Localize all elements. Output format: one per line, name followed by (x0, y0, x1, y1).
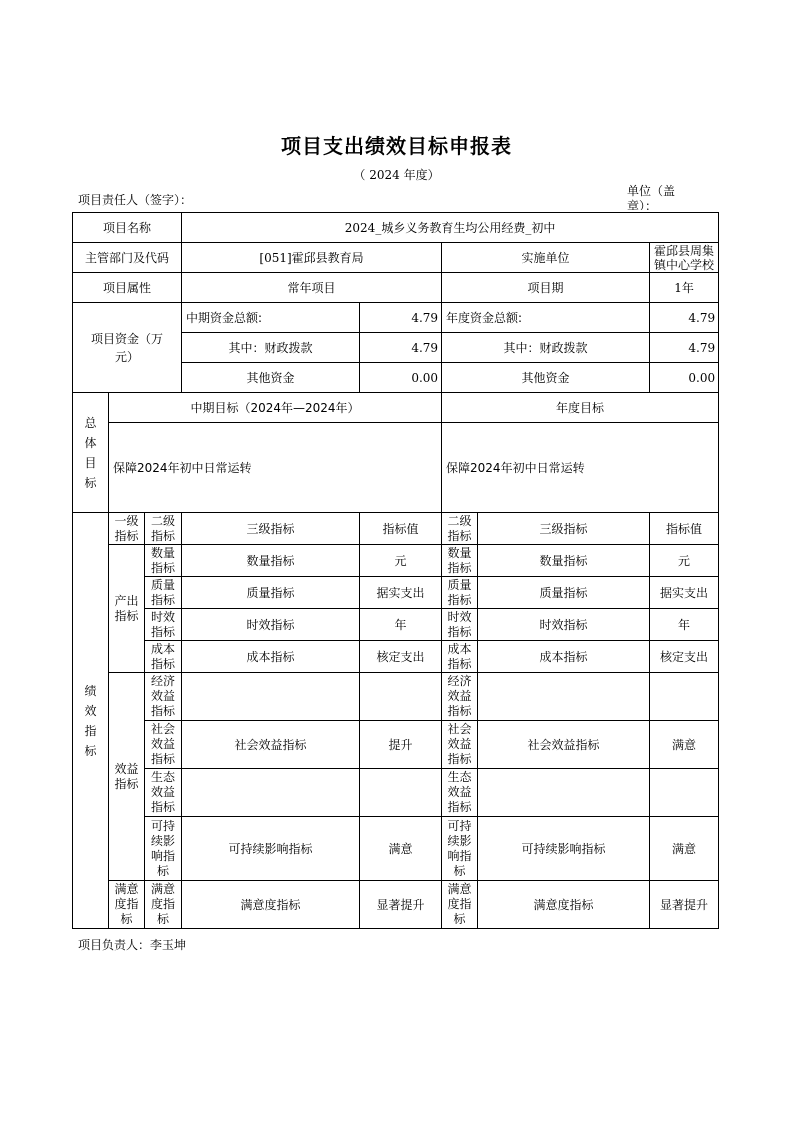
row-l3-b (478, 769, 650, 817)
row-l2: 时效指标 (145, 609, 182, 641)
row-l3: 时效指标 (182, 609, 360, 641)
row-val-b: 据实支出 (650, 577, 719, 609)
row-l3-b: 质量指标 (478, 577, 650, 609)
footer-responsible: 项目负责人：李玉坤 (78, 938, 187, 952)
row-val-b: 核定支出 (650, 641, 719, 673)
impl-label: 实施单位 (442, 243, 650, 273)
year-total-label: 年度资金总额: (442, 303, 650, 333)
row-l3: 数量指标 (182, 545, 360, 577)
row-l3-b: 时效指标 (478, 609, 650, 641)
row-l2-b: 经济效益指标 (442, 673, 478, 721)
row-l3 (182, 769, 360, 817)
year-line: （ 2024 年度） (353, 168, 440, 182)
project-name: 2024_城乡义务教育生均公用经费_初中 (182, 213, 719, 243)
table-row (73, 881, 719, 929)
funds-label: 项目资金（万元） (73, 303, 182, 393)
year-fiscal-label: 其中：财政拨款 (442, 333, 650, 363)
row-val-b: 显著提升 (650, 881, 719, 929)
year-other-label: 其他资金 (442, 363, 650, 393)
row-val-b (650, 769, 719, 817)
row-l3-b: 数量指标 (478, 545, 650, 577)
row-val (360, 673, 442, 721)
table-row (73, 577, 719, 609)
mid-other-label: 其他资金 (182, 363, 360, 393)
table-row (73, 609, 719, 641)
year-goal: 保障2024年初中日常运转 (442, 423, 719, 513)
year-fiscal: 4.79 (650, 333, 719, 363)
output-label: 产出指标 (109, 545, 145, 673)
row-l3-b: 可持续影响指标 (478, 817, 650, 881)
row-val: 年 (360, 609, 442, 641)
page-title: 项目支出绩效目标申报表 (281, 134, 512, 158)
row-l2: 满意度指标 (145, 881, 182, 929)
row-l2: 经济效益指标 (145, 673, 182, 721)
mid-other: 0.00 (360, 363, 442, 393)
row-l3 (182, 673, 360, 721)
row-l2-b: 可持续影响指标 (442, 817, 478, 881)
mid-total-label: 中期资金总额: (182, 303, 360, 333)
row-val-b: 满意 (650, 721, 719, 769)
row-val-b: 满意 (650, 817, 719, 881)
dept-label: 主管部门及代码 (73, 243, 182, 273)
mid-fiscal-label: 其中：财政拨款 (182, 333, 360, 363)
row-l2-b: 时效指标 (442, 609, 478, 641)
table-row (73, 769, 719, 817)
perf-label: 绩效指标 (73, 513, 109, 929)
year-goal-header: 年度目标 (442, 393, 719, 423)
row-l3: 社会效益指标 (182, 721, 360, 769)
col-l3: 三级指标 (182, 513, 360, 545)
col-val: 指标值 (360, 513, 442, 545)
year-other: 0.00 (650, 363, 719, 393)
col-l1: 一级指标 (109, 513, 145, 545)
row-l3-b: 满意度指标 (478, 881, 650, 929)
row-val: 核定支出 (360, 641, 442, 673)
year-total: 4.79 (650, 303, 719, 333)
overall-label: 总体目标 (73, 393, 109, 513)
mid-fiscal: 4.79 (360, 333, 442, 363)
row-l2-b: 成本指标 (442, 641, 478, 673)
mid-total: 4.79 (360, 303, 442, 333)
attr-label: 项目属性 (73, 273, 182, 303)
table-row (73, 641, 719, 673)
row-l3-b: 成本指标 (478, 641, 650, 673)
row-l2: 生态效益指标 (145, 769, 182, 817)
col-l2-b: 二级指标 (442, 513, 478, 545)
row-l3: 可持续影响指标 (182, 817, 360, 881)
mid-goal: 保障2024年初中日常运转 (109, 423, 442, 513)
project-name-label: 项目名称 (73, 213, 182, 243)
row-val: 元 (360, 545, 442, 577)
responsible-label: 项目责任人（签字）： (78, 193, 193, 207)
dept-value: [051]霍邱县教育局 (182, 243, 442, 273)
period-label: 项目期 (442, 273, 650, 303)
col-l2: 二级指标 (145, 513, 182, 545)
row-val: 提升 (360, 721, 442, 769)
row-l2-b: 满意度指标 (442, 881, 478, 929)
row-l3-b (478, 673, 650, 721)
row-l2: 成本指标 (145, 641, 182, 673)
row-l2-b: 数量指标 (442, 545, 478, 577)
row-l2: 社会效益指标 (145, 721, 182, 769)
table-row (73, 817, 719, 881)
table-row (73, 721, 719, 769)
row-val-b (650, 673, 719, 721)
row-l2-b: 社会效益指标 (442, 721, 478, 769)
row-l3: 成本指标 (182, 641, 360, 673)
unit-label: 单位（盖章）： (627, 184, 676, 210)
benefit-label: 效益指标 (109, 673, 145, 881)
period-value: 1年 (650, 273, 719, 303)
row-l2-b: 质量指标 (442, 577, 478, 609)
impl-value: 霍邱县周集镇中心学校 (650, 243, 719, 273)
satisfaction-l1: 满意度指标 (109, 881, 145, 929)
table-row (73, 545, 719, 577)
row-val-b: 元 (650, 545, 719, 577)
row-val: 据实支出 (360, 577, 442, 609)
row-l2: 质量指标 (145, 577, 182, 609)
row-val: 显著提升 (360, 881, 442, 929)
row-l2: 可持续影响指标 (145, 817, 182, 881)
row-val: 满意 (360, 817, 442, 881)
table-row (73, 673, 719, 721)
row-val (360, 769, 442, 817)
row-l3: 满意度指标 (182, 881, 360, 929)
mid-goal-header: 中期目标（2024年—2024年） (109, 393, 442, 423)
col-val-b: 指标值 (650, 513, 719, 545)
row-l3: 质量指标 (182, 577, 360, 609)
performance-table (72, 212, 719, 929)
row-l2-b: 生态效益指标 (442, 769, 478, 817)
row-l2: 数量指标 (145, 545, 182, 577)
row-val-b: 年 (650, 609, 719, 641)
col-l3-b: 三级指标 (478, 513, 650, 545)
attr-value: 常年项目 (182, 273, 442, 303)
row-l3-b: 社会效益指标 (478, 721, 650, 769)
